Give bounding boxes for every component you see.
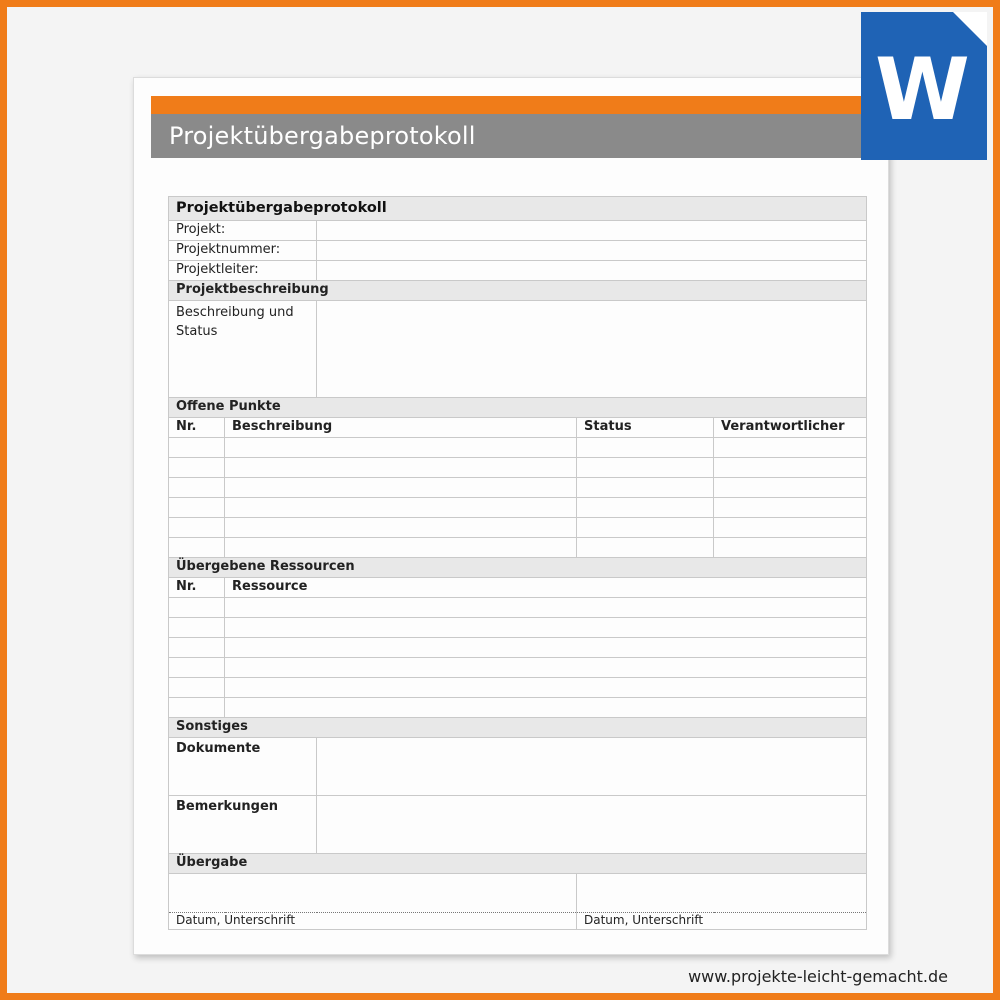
resources-col-resource: Ressource bbox=[225, 578, 867, 598]
signature-box-right[interactable] bbox=[577, 874, 867, 913]
cell[interactable] bbox=[714, 478, 867, 498]
cell[interactable] bbox=[169, 678, 225, 698]
cell[interactable] bbox=[577, 538, 714, 558]
cell[interactable] bbox=[225, 678, 867, 698]
open-points-row bbox=[169, 498, 867, 518]
open-points-row bbox=[169, 518, 867, 538]
signature-box-left[interactable] bbox=[169, 874, 577, 913]
cell[interactable] bbox=[225, 698, 867, 718]
cell[interactable] bbox=[225, 538, 577, 558]
project-field[interactable] bbox=[317, 221, 867, 241]
documents-label: Dokumente bbox=[169, 738, 317, 796]
cell[interactable] bbox=[714, 438, 867, 458]
cell[interactable] bbox=[225, 498, 577, 518]
open-points-section: Offene Punkte bbox=[169, 398, 867, 418]
handover-section: Übergabe bbox=[169, 854, 867, 874]
resources-section: Übergebene Ressourcen bbox=[169, 558, 867, 578]
description-section: Projektbeschreibung bbox=[169, 281, 867, 301]
form-title: Projektübergabeprotokoll bbox=[169, 197, 867, 221]
cell[interactable] bbox=[225, 638, 867, 658]
cell[interactable] bbox=[577, 478, 714, 498]
cell[interactable] bbox=[225, 658, 867, 678]
open-points-row bbox=[169, 478, 867, 498]
open-points-col-description: Beschreibung bbox=[225, 418, 577, 438]
open-points-row bbox=[169, 438, 867, 458]
cell[interactable] bbox=[225, 478, 577, 498]
cell[interactable] bbox=[714, 518, 867, 538]
cell[interactable] bbox=[714, 538, 867, 558]
resources-row bbox=[169, 638, 867, 658]
open-points-col-status: Status bbox=[577, 418, 714, 438]
cell[interactable] bbox=[225, 458, 577, 478]
project-number-field[interactable] bbox=[317, 241, 867, 261]
resources-row bbox=[169, 618, 867, 638]
remarks-label: Bemerkungen bbox=[169, 796, 317, 854]
cell[interactable] bbox=[169, 638, 225, 658]
resources-row bbox=[169, 678, 867, 698]
cell[interactable] bbox=[169, 598, 225, 618]
cell[interactable] bbox=[169, 478, 225, 498]
cell[interactable] bbox=[714, 498, 867, 518]
cell[interactable] bbox=[225, 438, 577, 458]
project-lead-field[interactable] bbox=[317, 261, 867, 281]
cell[interactable] bbox=[169, 518, 225, 538]
description-label: Beschreibung und Status bbox=[169, 301, 317, 398]
form-table bbox=[168, 196, 867, 930]
cell[interactable] bbox=[225, 598, 867, 618]
page-title: Projektübergabeprotokoll bbox=[169, 122, 476, 150]
cell[interactable] bbox=[714, 458, 867, 478]
cell[interactable] bbox=[577, 498, 714, 518]
title-bar bbox=[151, 114, 889, 158]
cell[interactable] bbox=[577, 458, 714, 478]
cell[interactable] bbox=[169, 698, 225, 718]
resources-row bbox=[169, 598, 867, 618]
accent-bar bbox=[151, 96, 889, 114]
signature-label-left: Datum, Unterschrift bbox=[169, 913, 577, 930]
website-link[interactable]: www.projekte-leicht-gemacht.de bbox=[688, 967, 948, 986]
signature-label-right: Datum, Unterschrift bbox=[577, 913, 867, 930]
project-label: Projekt: bbox=[169, 221, 317, 241]
handover-form bbox=[168, 196, 866, 930]
open-points-col-responsible: Verantwortlicher bbox=[714, 418, 867, 438]
cell[interactable] bbox=[169, 538, 225, 558]
cell[interactable] bbox=[225, 618, 867, 638]
resources-row bbox=[169, 658, 867, 678]
project-lead-label: Projektleiter: bbox=[169, 261, 317, 281]
cell[interactable] bbox=[169, 458, 225, 478]
open-points-row bbox=[169, 458, 867, 478]
documents-field[interactable] bbox=[317, 738, 867, 796]
document-page bbox=[133, 77, 889, 955]
cell[interactable] bbox=[577, 438, 714, 458]
description-field[interactable] bbox=[317, 301, 867, 398]
remarks-field[interactable] bbox=[317, 796, 867, 854]
resources-col-nr: Nr. bbox=[169, 578, 225, 598]
resources-row bbox=[169, 698, 867, 718]
cell[interactable] bbox=[169, 498, 225, 518]
word-letter: W bbox=[875, 40, 970, 140]
open-points-col-nr: Nr. bbox=[169, 418, 225, 438]
cell[interactable] bbox=[169, 618, 225, 638]
cell[interactable] bbox=[169, 438, 225, 458]
misc-section: Sonstiges bbox=[169, 718, 867, 738]
cell[interactable] bbox=[225, 518, 577, 538]
open-points-row bbox=[169, 538, 867, 558]
cell[interactable] bbox=[169, 658, 225, 678]
project-number-label: Projektnummer: bbox=[169, 241, 317, 261]
cell[interactable] bbox=[577, 518, 714, 538]
word-document-icon bbox=[861, 12, 987, 160]
